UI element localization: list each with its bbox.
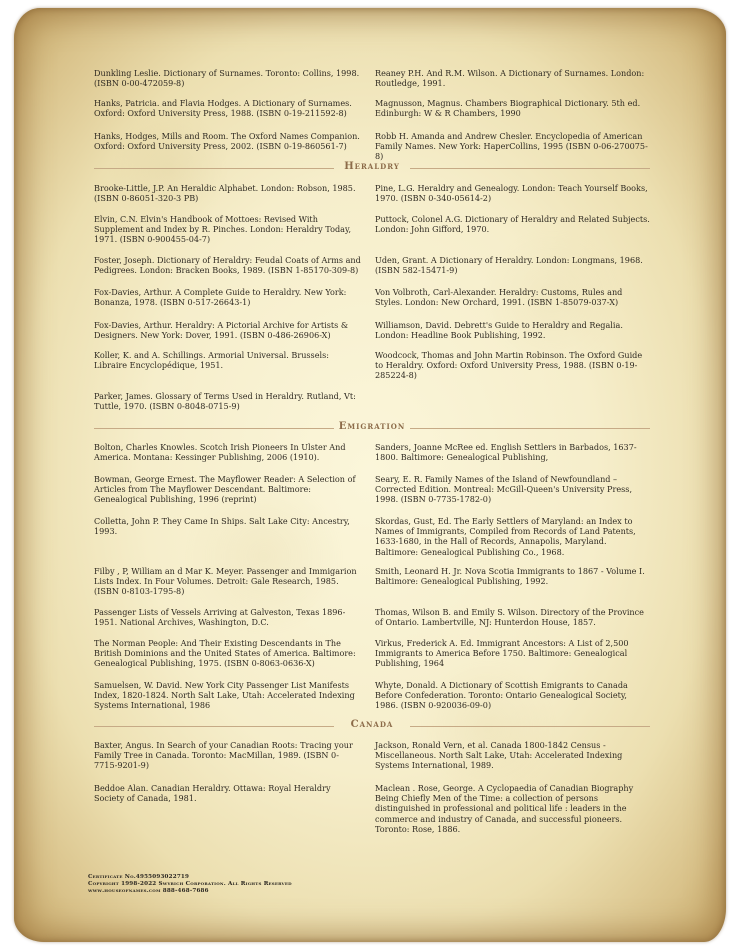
bibliography-entry: Fox-Davies, Arthur. Heraldry: A Pictorial Archive for Artists & Designers. New York: Dover, 1991. (ISBN 0-486-26906-X) — [94, 320, 349, 341]
bibliography-entry: Thomas, Wilson B. and Emily S. Wilson. Directory of the Province of Ontario. Lambertville, NJ: Hunterdon House, 1857. — [375, 607, 644, 628]
bibliography-entry: Elvin, C.N. Elvin's Handbook of Mottoes: Revised With Supplement and Index by R. Pinches. London: Heraldry Today, 1971. (ISBN 0-900455-04-7) — [94, 214, 352, 245]
bibliography-entry: Hanks, Patricia. and Flavia Hodges. A Dictionary of Surnames. Oxford: Oxford University Press, 1988. (ISBN 0-19-211592-8) — [94, 98, 352, 119]
bibliography-entry: Magnusson, Magnus. Chambers Biographical Dictionary. 5th ed. Edinburgh: W & R Chambers, 1990 — [375, 98, 641, 119]
section-title: Heraldry — [344, 161, 400, 172]
bibliography-entry: Seary, E. R. Family Names of the Island of Newfoundland – Corrected Edition. Montreal: McGill-Queen's University Press, 1998. (ISBN 0-7735-1782-0) — [375, 474, 633, 505]
bibliography-entry: Hanks, Hodges, Mills and Room. The Oxford Names Companion. Oxford: Oxford University Press, 2002. (ISBN 0-19-860561-7) — [94, 131, 360, 152]
bibliography-entry: Uden, Grant. A Dictionary of Heraldry. London: Longmans, 1968. (ISBN 582-15471-9) — [375, 255, 643, 276]
section-heading-heraldry — [94, 158, 650, 178]
copyright-notice: Copyright 1998-2022 Swyrich Corporation. All Rights Reserved — [88, 881, 292, 887]
bibliography-entry: Fox-Davies, Arthur. A Complete Guide to Heraldry. New York: Bonanza, 1978. (ISBN 0-517-26643-1) — [94, 287, 347, 308]
bibliography-entry: Samuelsen, W. David. New York City Passenger List Manifests Index, 1820-1824. North Salt Lake, Utah: Accelerated Indexing Systems International, 1986 — [94, 680, 355, 711]
bibliography-entry: Passenger Lists of Vessels Arriving at Galveston, Texas 1896-1951. National Archives, Washington, D.C. — [94, 607, 346, 628]
bibliography-entry: Woodcock, Thomas and John Martin Robinson. The Oxford Guide to Heraldry. Oxford: Oxford University Press, 1988. (ISBN 0-19-285224-8) — [375, 350, 643, 381]
divider — [410, 726, 650, 727]
bibliography-entry: Dunkling Leslie. Dictionary of Surnames. Toronto: Collins, 1998. (ISBN 0-00-472059-8) — [94, 68, 360, 89]
section-title: Canada — [350, 719, 394, 730]
bibliography-entry: Beddoe Alan. Canadian Heraldry. Ottawa: Royal Heraldry Society of Canada, 1981. — [94, 783, 331, 804]
bibliography-entry: Bolton, Charles Knowles. Scotch Irish Pioneers In Ulster And America. Montana: Kessinger Publishing, 2006 (1910). — [94, 442, 346, 463]
bibliography-entry: Maclean . Rose, George. A Cyclopaedia of Canadian Biography Being Chiefly Men of the Time: a collection of persons distinguished in professional and political life : leaders in the commerce and industry of Canada, and successful pioneers. Toronto: Rose, 1886. — [375, 783, 634, 834]
bibliography-entry: Virkus, Frederick A. Ed. Immigrant Ancestors: A List of 2,500 Immigrants to America Before 1750. Baltimore: Genealogical Publishing, 1964 — [375, 638, 629, 669]
bibliography-entry: Foster, Joseph. Dictionary of Heraldry: Feudal Coats of Arms and Pedigrees. London: Bracken Books, 1989. (ISBN 1-85170-309-8) — [94, 255, 361, 276]
bibliography-entry: Sanders, Joanne McRee ed. English Settlers in Barbados, 1637-1800. Baltimore: Genealogical Publishing, — [375, 442, 637, 463]
bibliography-entry: Jackson, Ronald Vern, et al. Canada 1800-1842 Census - Miscellaneous. North Salt Lake, Utah: Accelerated Indexing Systems International, 1989. — [375, 740, 623, 771]
bibliography-entry: Smith, Leonard H. Jr. Nova Scotia Immigrants to 1867 - Volume I. Baltimore: Genealogical Publishing, 1992. — [375, 566, 645, 587]
bibliography-entry: Williamson, David. Debrett's Guide to Heraldry and Regalia. London: Headline Book Publishing, 1992. — [375, 320, 623, 341]
bibliography-entry: Bowman, George Ernest. The Mayflower Reader: A Selection of Articles from The Mayflower Descendant. Baltimore: Genealogical Publishing, 1996 (reprint) — [94, 474, 356, 505]
bibliography-entry: Brooke-Little, J.P. An Heraldic Alphabet. London: Robson, 1985. (ISBN 0-86051-320-3 PB) — [94, 183, 356, 204]
section-heading-canada — [94, 716, 650, 736]
bibliography-entry: Koller, K. and A. Schillings. Armorial Universal. Brussels: Libraire Encyclopédique, 1951. — [94, 350, 329, 371]
bibliography-entry: Robb H. Amanda and Andrew Chesler. Encyclopedia of American Family Names. New York: HaperCollins, 1995 (ISBN 0-06-270075-8) — [375, 131, 648, 162]
bibliography-entry: Pine, L.G. Heraldry and Genealogy. London: Teach Yourself Books, 1970. (ISBN 0-340-05614-2) — [375, 183, 648, 204]
divider — [410, 428, 650, 429]
bibliography-entry: Baxter, Angus. In Search of your Canadian Roots: Tracing your Family Tree in Canada. Toronto: MacMillan, 1989. (ISBN 0-7715-9201-9) — [94, 740, 353, 771]
section-title: Emigration — [338, 421, 406, 432]
section-heading-emigration — [94, 418, 650, 438]
bibliography-entry: Puttock, Colonel A.G. Dictionary of Heraldry and Related Subjects. London: John Gifford, 1970. — [375, 214, 650, 235]
bibliography-entry: The Norman People: And Their Existing Descendants in The British Dominions and the United States of America. Baltimore: Genealogical Publishing, 1975. (ISBN 0-8063-0636-X) — [94, 638, 356, 669]
bibliography-entry: Von Volbroth, Carl-Alexander. Heraldry: Customs, Rules and Styles. London: New Orchard, 1991. (ISBN 1-85079-037-X) — [375, 287, 623, 308]
website-contact: www.houseofnames.com 888-468-7686 — [88, 888, 209, 894]
bibliography-entry: Colletta, John P. They Came In Ships. Salt Lake City: Ancestry, 1993. — [94, 516, 350, 537]
divider — [410, 168, 650, 169]
bibliography-entry: Reaney P.H. And R.M. Wilson. A Dictionary of Surnames. London: Routledge, 1991. — [375, 68, 645, 89]
bibliography-entry: Parker, James. Glossary of Terms Used in Heraldry. Rutland, Vt: Tuttle, 1970. (ISBN 0-8048-0715-9) — [94, 391, 356, 412]
certificate-footer — [88, 874, 292, 895]
bibliography-entry: Skordas, Gust, Ed. The Early Settlers of Maryland: an Index to Names of Immigrants, Compiled from Records of Land Patents, 1633-1680, in the Hall of Records, Annapolis, Maryland. Baltimore: Genealogical Publishing Co., 1968. — [375, 516, 636, 557]
bibliography-entry: Filby , P, William an d Mar K. Meyer. Passenger and Immigarion Lists Index. In Four Volumes. Detroit: Gale Research, 1985. (ISBN 0-8103-1795-8) — [94, 566, 357, 597]
certificate-number: Certificate No.4955093022719 — [88, 874, 190, 880]
bibliography-entry: Whyte, Donald. A Dictionary of Scottish Emigrants to Canada Before Confederation. Toronto: Ontario Genealogical Society, 1986. (ISBN 0-920036-09-0) — [375, 680, 628, 711]
